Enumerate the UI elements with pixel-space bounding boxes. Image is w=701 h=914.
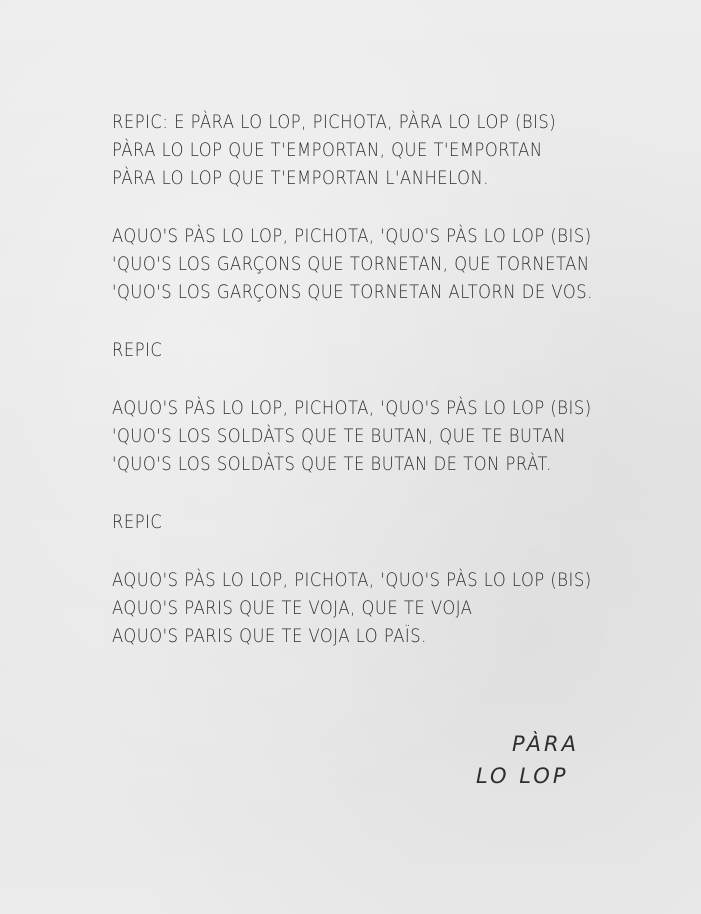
stanza-4: [112, 566, 652, 650]
refrain-label-1: [112, 336, 652, 364]
lyric-line: 'QUO'S LOS GARÇONS QUE TORNETAN ALTORN DE VOS.: [112, 281, 593, 303]
lyric-line: PÀRA LO LOP QUE T'EMPORTAN L'ANHELON.: [112, 167, 489, 189]
lyric-line: AQUO'S PÀS LO LOP, PICHOTA, 'QUO'S PÀS LO LOP (BIS): [112, 225, 592, 247]
lyric-line: REPIC: [112, 511, 163, 533]
lyric-line: AQUO'S PÀS LO LOP, PICHOTA, 'QUO'S PÀS LO LOP (BIS): [112, 569, 592, 591]
lyric-line: 'QUO'S LOS SOLDÀTS QUE TE BUTAN DE TON PRÀT.: [112, 453, 552, 475]
stanza-3: [112, 394, 652, 478]
stanza-1: [112, 108, 652, 192]
lyric-line: 'QUO'S LOS GARÇONS QUE TORNETAN, QUE TORNETAN: [112, 253, 590, 275]
stanza-gap: [112, 192, 652, 222]
lyric-line: REPIC: E PÀRA LO LOP, PICHOTA, PÀRA LO LOP (BIS): [112, 111, 557, 133]
stanza-2: [112, 222, 652, 306]
refrain-label-2: [112, 508, 652, 536]
stanza-gap: [112, 364, 652, 394]
lyric-line: AQUO'S PÀS LO LOP, PICHOTA, 'QUO'S PÀS LO LOP (BIS): [112, 397, 592, 419]
lyric-line: AQUO'S PARIS QUE TE VOJA, QUE TE VOJA: [112, 597, 473, 619]
stanza-gap: [112, 478, 652, 508]
song-title: [476, 728, 636, 792]
song-title-line-2: LO LOP: [476, 764, 569, 788]
lyric-line: 'QUO'S LOS SOLDÀTS QUE TE BUTAN, QUE TE BUTAN: [112, 425, 567, 447]
song-title-line-1: PÀRA: [512, 732, 579, 756]
lyric-line: AQUO'S PARIS QUE TE VOJA LO PAÏS.: [112, 625, 427, 647]
lyric-line: PÀRA LO LOP QUE T'EMPORTAN, QUE T'EMPORTAN: [112, 139, 543, 161]
stanza-gap: [112, 306, 652, 336]
lyrics-block: [112, 108, 652, 650]
lyric-line: REPIC: [112, 339, 163, 361]
stanza-gap: [112, 536, 652, 566]
